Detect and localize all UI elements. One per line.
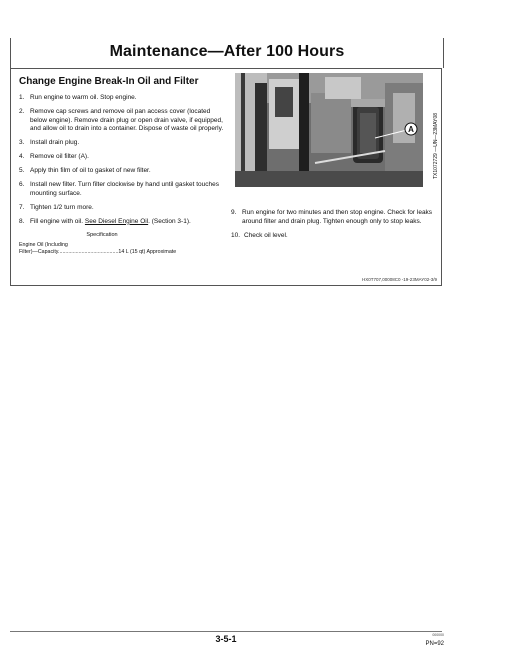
page-title: Maintenance—After 100 Hours bbox=[109, 43, 345, 60]
footer-code: PN=92 bbox=[425, 641, 444, 647]
step-8-suffix: . (Section 3-1). bbox=[148, 217, 191, 225]
step-2: 2. Remove cap screws and remove oil pan access cover (located below engine). Remove drain plug or open drain valve, if equipped, and allow oil to drain into a container. Dispose of waste oil properly. bbox=[19, 107, 224, 133]
step-8-text: Fill engine with oil. bbox=[30, 217, 85, 225]
title-bar bbox=[10, 38, 444, 68]
step-8: 8. Fill engine with oil. See Diesel Engine Oil. (Section 3-1). bbox=[19, 217, 191, 225]
right-column bbox=[231, 209, 436, 246]
left-column bbox=[19, 94, 225, 257]
step-3: 3. Install drain plug. bbox=[19, 139, 80, 147]
footer-small-code: 000000 bbox=[432, 633, 444, 637]
spec-line-1: Engine Oil (Including bbox=[19, 241, 68, 248]
engine-oil-filter-photo bbox=[235, 73, 423, 187]
step-7: 7. Tighten 1/2 turn more. bbox=[19, 203, 94, 211]
step-10: 10. Check oil level. bbox=[231, 231, 288, 239]
callout-a-label: A bbox=[408, 125, 414, 134]
step-9: 9. Run engine for two minutes and then stop engine. Check for leaks around filter and drain plug. Tighten enough only to stop leaks. bbox=[231, 209, 433, 225]
step-4: 4. Remove oil filter (A). bbox=[19, 153, 89, 161]
spec-title: Specification bbox=[86, 231, 118, 238]
step-5: 5. Apply thin film of oil to gasket of new filter. bbox=[19, 167, 151, 175]
diesel-engine-oil-link[interactable]: See Diesel Engine Oil bbox=[84, 217, 149, 225]
page-number: 3-5-1 bbox=[215, 634, 237, 644]
step-6: 6. Install new filter. Turn filter clockwise by hand until gasket touches mounting surface. bbox=[19, 181, 219, 197]
section-title: Change Engine Break-In Oil and Filter bbox=[19, 76, 199, 87]
photo-code: TX1072729 —UN—23MAY08 bbox=[433, 112, 439, 180]
footer-divider bbox=[10, 631, 442, 632]
step-1: 1. Run engine to warm oil. Stop engine. bbox=[19, 94, 137, 101]
spec-line-2: Filter)—Capacity.........................................14 L (15 qt) Approximate bbox=[19, 249, 177, 256]
content-box bbox=[10, 68, 442, 286]
reference-code: HX0T707,00008C0 -19-23MAY02-3/9 bbox=[362, 277, 437, 282]
